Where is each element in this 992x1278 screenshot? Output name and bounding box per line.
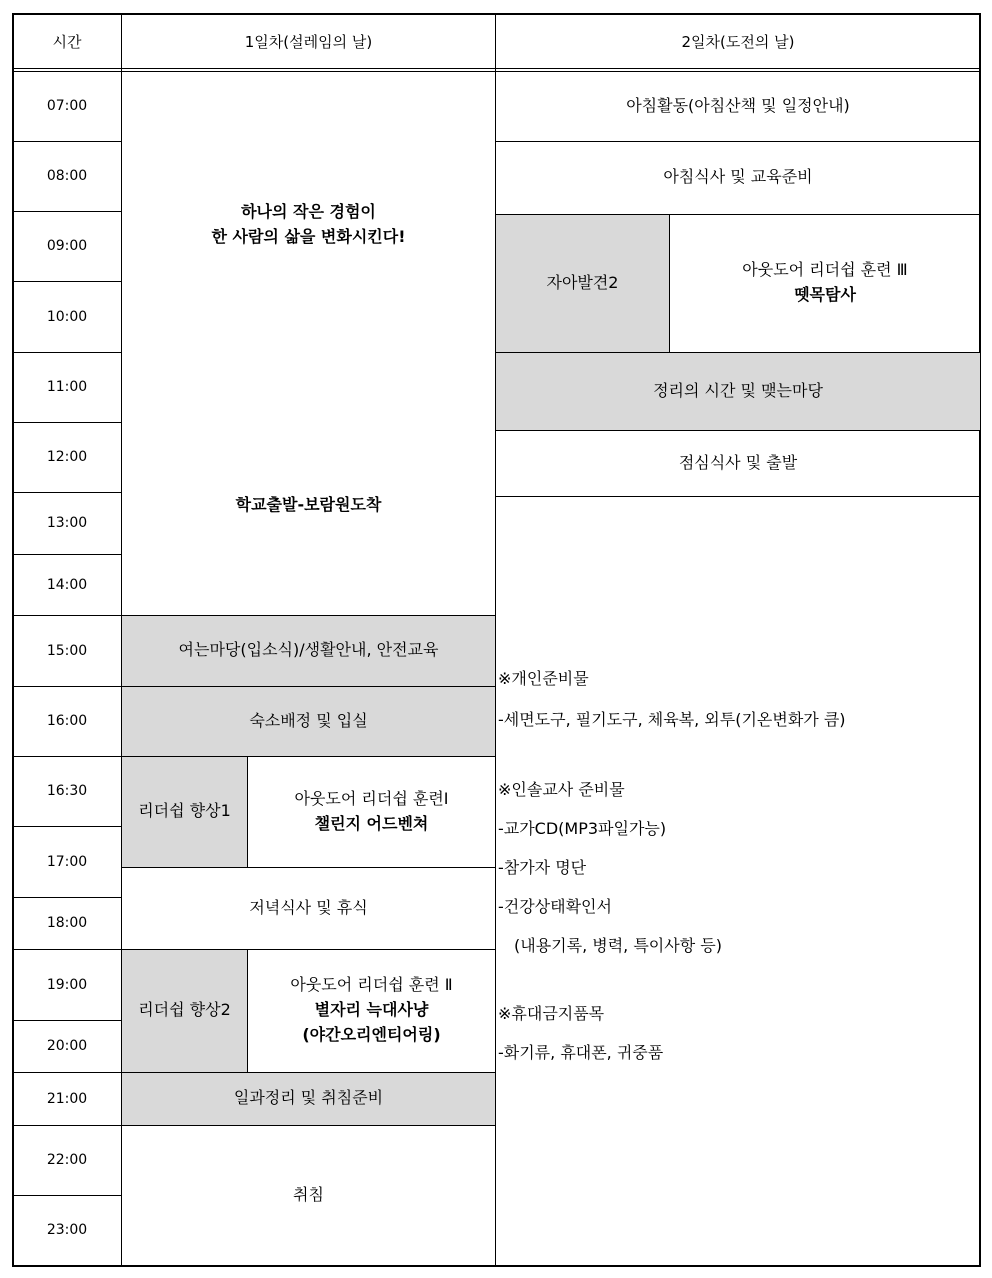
note-heading-prohibited: ※휴대금지품목 [498, 1004, 605, 1023]
time-label: 16:30 [46, 783, 88, 799]
header-day1: 1일차(설레임의 날) [244, 32, 373, 51]
time-label: 11:00 [46, 379, 88, 395]
time-label: 19:00 [46, 976, 88, 993]
note-item: -참가자 명단 [498, 858, 587, 877]
day1-dinner: 저녁식사 및 휴식 [249, 897, 368, 917]
day2-self-discovery: 자아발견2 [546, 272, 619, 292]
time-label: 22:00 [46, 1152, 88, 1168]
day1-departure: 학교출발-보람원도착 [235, 494, 382, 514]
time-label: 17:00 [46, 853, 88, 870]
row-divider [495, 496, 981, 497]
time-label: 14:00 [46, 576, 88, 593]
note-heading-personal: ※개인준비물 [498, 669, 589, 688]
time-label: 12:00 [46, 449, 88, 465]
time-label: 13:00 [46, 515, 88, 531]
outdoor3-title: 아웃도어 리더쉽 훈련 Ⅲ [742, 260, 908, 280]
day1-opening: 여는마당(입소식)/생활안내, 안전교육 [178, 640, 439, 660]
outdoor1-title: 아웃도어 리더쉽 훈련Ⅰ [294, 788, 449, 808]
day2-closing: 정리의 시간 및 맺는마당 [653, 380, 823, 400]
header-day2: 2일차(도전의 날) [681, 32, 795, 51]
day1-outdoor1 [248, 756, 495, 867]
time-label: 23:00 [46, 1222, 88, 1238]
note-item: (내용기록, 병력, 특이사항 등) [514, 936, 722, 955]
day1-slogan [122, 190, 495, 260]
note-item: -건강상태확인서 [498, 897, 612, 916]
outdoor2-sub: (야간오리엔티어링) [302, 1024, 441, 1044]
time-label: 07:00 [46, 98, 88, 114]
day1-sleep: 취침 [293, 1184, 324, 1204]
day1-wrapup: 일과정리 및 취침준비 [233, 1088, 384, 1108]
slogan-line-2: 한 사람의 삶을 변화시킨다! [211, 227, 406, 246]
outdoor1-name: 챌린지 어드벤쳐 [314, 813, 429, 833]
slogan-line-1: 하나의 작은 경험이 [241, 202, 376, 222]
outdoor2-title: 아웃도어 리더쉽 훈련 Ⅱ [290, 975, 453, 995]
time-label: 15:00 [46, 642, 88, 659]
time-label: 08:00 [46, 168, 88, 184]
day2-outdoor3 [670, 214, 980, 352]
day2-breakfast: 아침식사 및 교육준비 [663, 167, 813, 187]
day1-leadership1: 리더쉽 향상1 [138, 801, 231, 821]
time-label: 16:00 [46, 713, 88, 729]
time-label: 21:00 [46, 1090, 88, 1107]
note-item: -세면도구, 필기도구, 체육복, 외투(기온변화가 큼) [498, 710, 846, 729]
outdoor3-name: 뗏목탐사 [794, 285, 856, 304]
header-time: 시간 [52, 32, 82, 51]
time-label: 20:00 [46, 1038, 88, 1054]
day2-morning: 아침활동(아침산책 및 일정안내) [626, 95, 850, 115]
note-heading-teacher: ※인솔교사 준비물 [498, 780, 625, 799]
day1-leadership2: 리더쉽 향상2 [138, 1000, 231, 1020]
note-item: -화기류, 휴대폰, 귀중품 [498, 1043, 664, 1062]
time-label: 09:00 [46, 238, 88, 254]
outdoor2-name: 별자리 늑대사냥 [314, 1000, 429, 1020]
day1-lodging: 숙소배정 및 입실 [249, 710, 368, 730]
time-label: 10:00 [46, 308, 88, 325]
time-label: 18:00 [46, 915, 88, 931]
day1-outdoor2 [248, 949, 495, 1072]
note-item: -교가CD(MP3파일가능) [498, 819, 667, 838]
day2-lunch: 점심식사 및 출발 [678, 452, 798, 472]
